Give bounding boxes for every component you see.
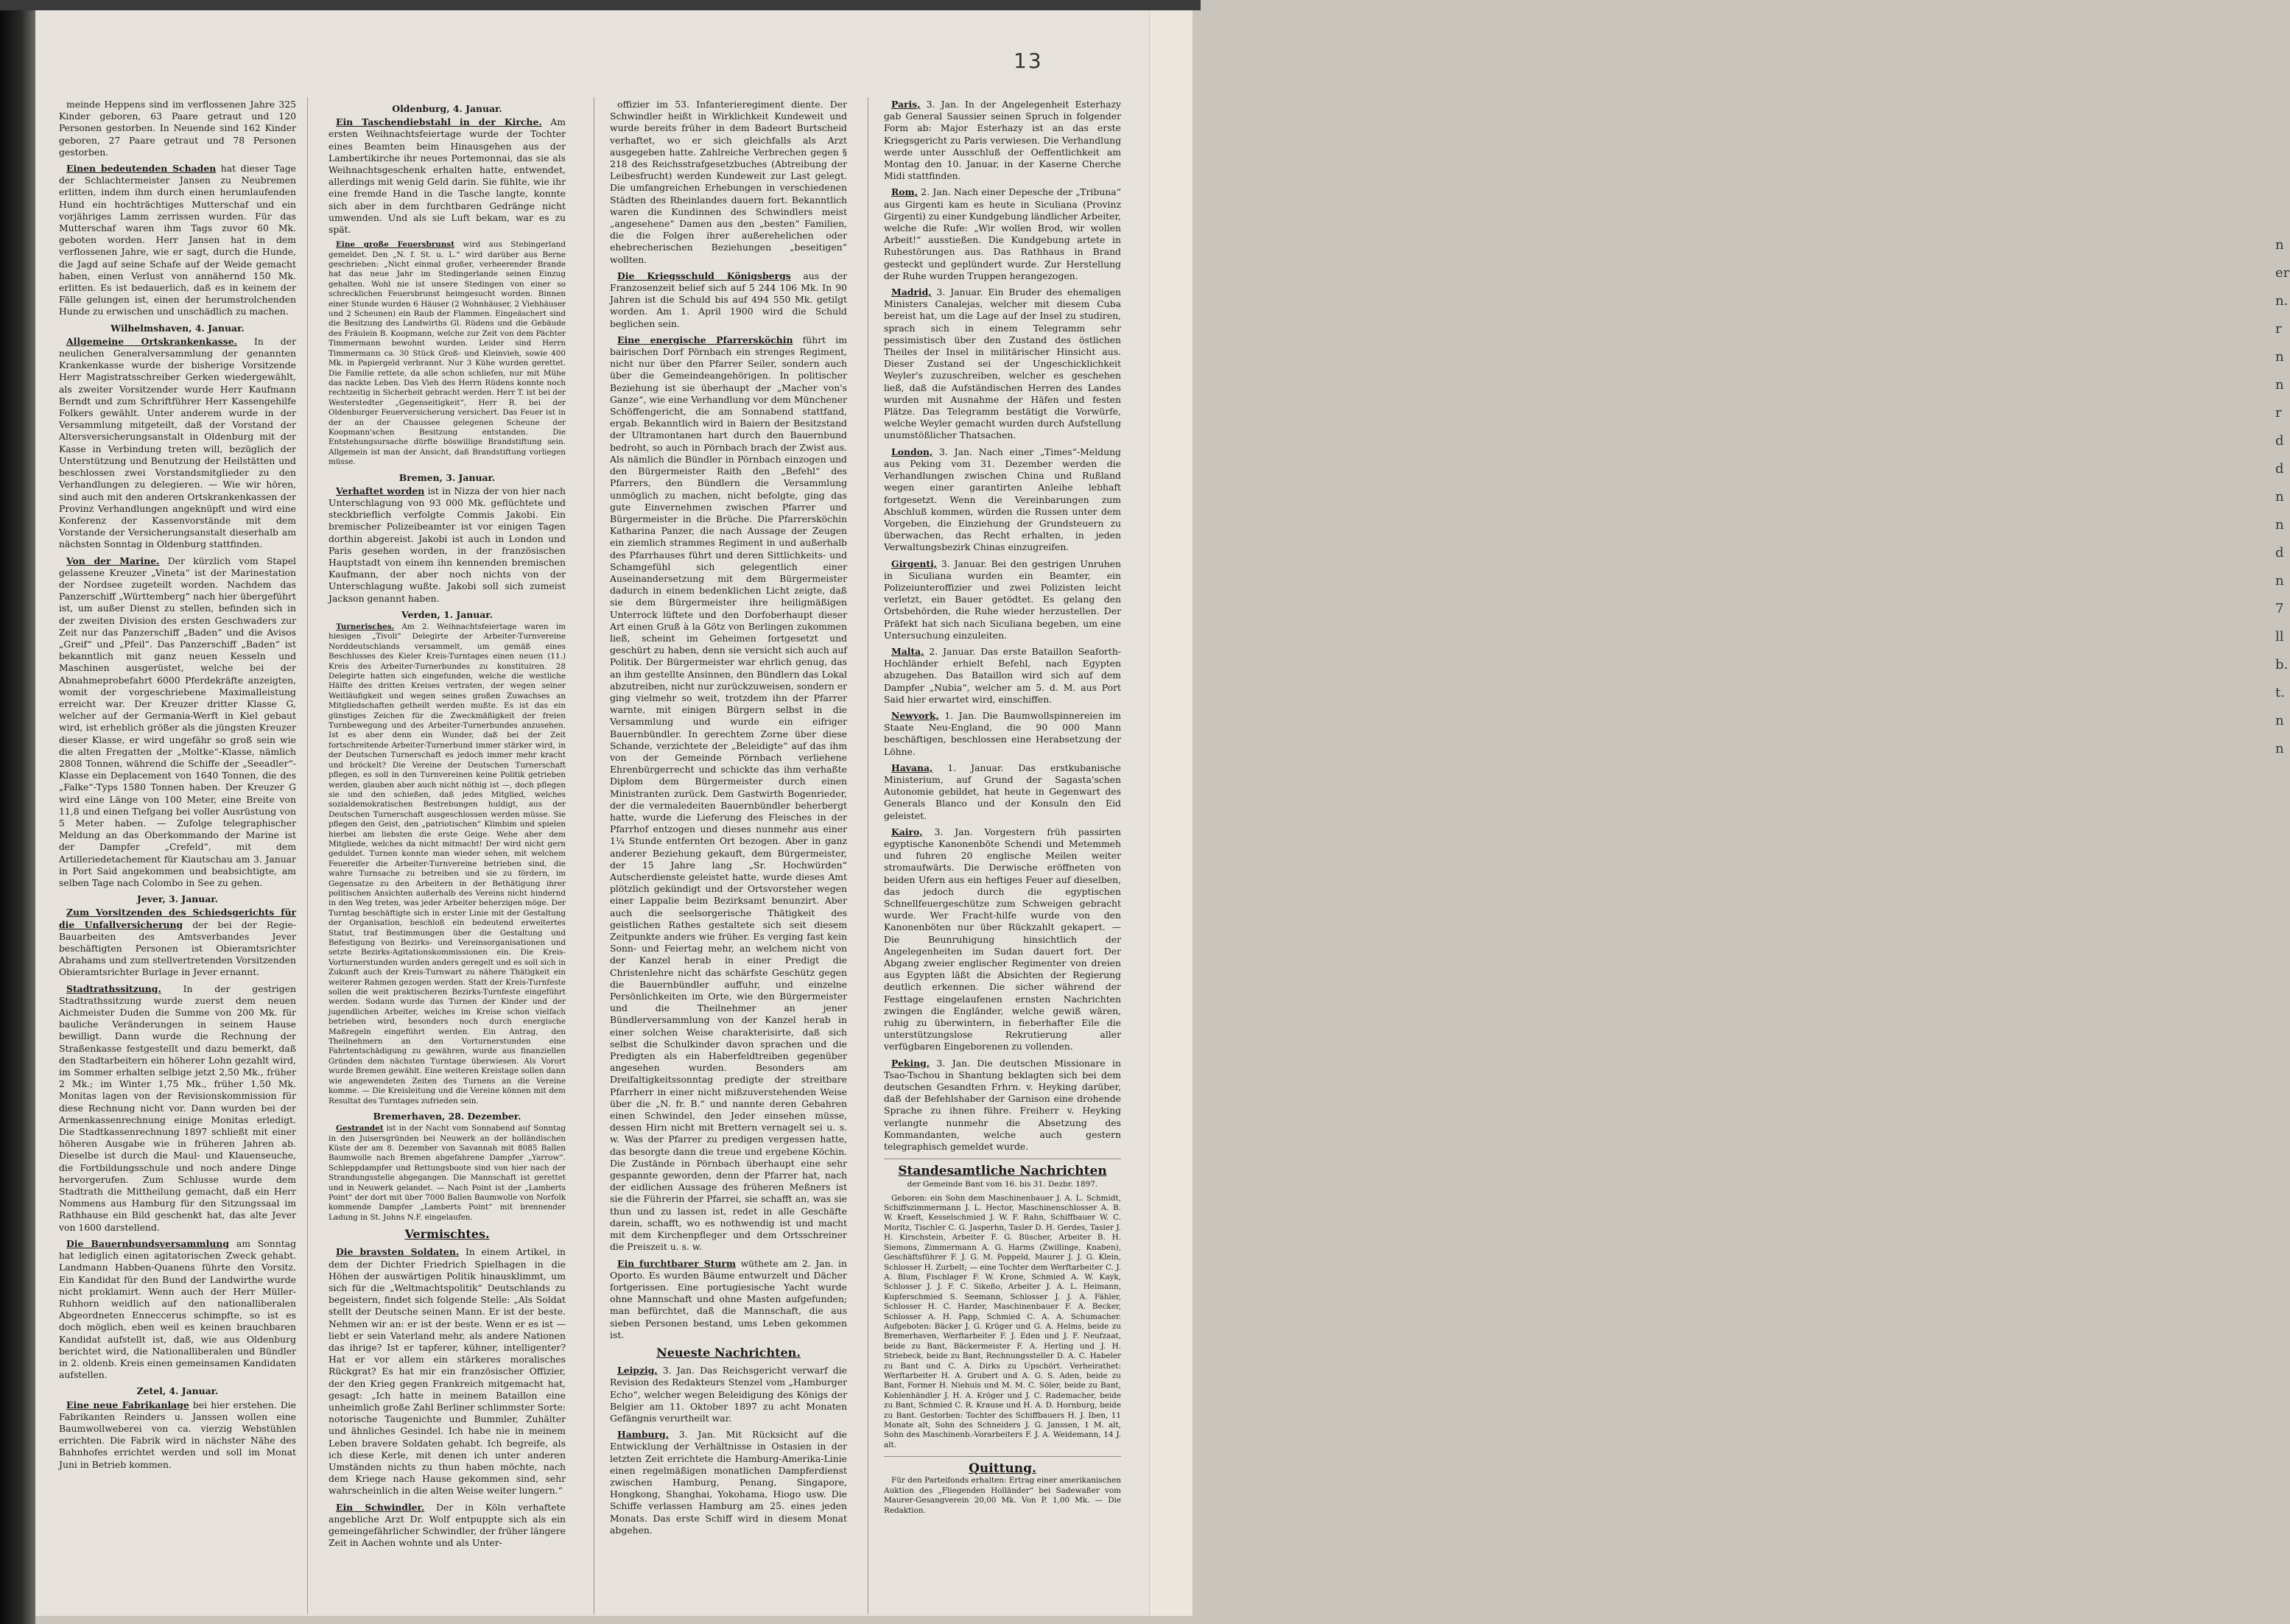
scan-border-left [0, 0, 35, 1624]
article-body: 3. Jan. Nach einer „Times“-Meldung aus Peking vom 31. Dezember werden die Verhandlungen zwischen China und Rußland wegen einer garantirten Anleihe lebhaft fortgesetzt. Wenn die Vereinbarungen zum Abschluß kommen, würden die Russen unter dem Vorgeben, die Einziehung der Grundsteuern zu überwachen, das Recht erhalten, in jeden Verwaltungsbezirk Chinas einzugreifen. [884, 446, 1121, 553]
column-4 [884, 99, 1121, 1616]
article-paragraph [329, 485, 566, 605]
edge-letter: n [2275, 573, 2284, 588]
edge-letter: t. [2275, 685, 2285, 700]
article-headline: Peking, [891, 1057, 930, 1069]
article-paragraph [59, 1238, 296, 1381]
scan-border-top [0, 0, 1201, 10]
article-body: der bei der Regie-Bauarbeiten des Amtsverbandes Jever beschäftigten Personen ist Obieramtsrichter Abrahams und zum stellvertretenden Vorsitzenden Obieramtsrichter Burlage in Jever ernannt. [59, 918, 296, 978]
article-headline: Rom, [891, 186, 918, 198]
edge-letter: n. [2275, 293, 2289, 309]
column-3 [610, 99, 847, 1616]
dateline: Oldenburg, 4. Januar. [392, 103, 502, 114]
article-paragraph [329, 1502, 566, 1550]
article-headline: Die Kriegsschuld Königsbergs [617, 270, 791, 281]
article-body: wird aus Stebingerland gemeldet. Den „N. f. St. u. L.“ wird darüber aus Berne geschrieben: „Nicht einmal großer, verheerender Brande hat das neue Jahr im Stedingerlande seinen Einzug gehalten. Wohl nie ist unsere Stedingen von einer so schrecklichen Feuersbrunst heimgesucht worden. Binnen einer Stunde wurden 6 Häuser (2 Wohnhäuser, 2 Viehhäuser und 2 Scheunen) ein Raub der Flammen. Eingeäschert sind die Besitzung des Landwirths Gl. Rüdens und die Gebäude des Fräulein B. Koopmann, welche zur Zeit von dem Pächter Timmermann bewohnt wurden. Leider sind Herrn Timmermann ca. 30 Stück Groß- und Kleinvieh, sowie 400 Mk. in Papiergeld verbrannt. Nur 3 Kühe wurden gerettet. Die Familie rettete, da alle schon schliefen, nur mit Mühe das nackte Leben. Das Vieh des Herrn Rüdens konnte noch rechtzeitig in Sicherheit gebracht werden. Herr T. ist bei der Westerstedter „Gegenseitigkeit“, Herr R. bei der Oldenburger Feuerversicherung versichert. Das Feuer ist in der an der Chaussee gelegenen Scheune der Koopmann'schen Besitzung entstanden. Die Entstehungsursache dürfte böswillige Brandstiftung sein. Allgemein ist man der Ansicht, daß Brandstiftung vorliegen müsse. [329, 240, 566, 467]
article-body: In der neulichen Generalversammlung der genannten Krankenkasse wurde der bisherige Vorsitzende Herr Magistratsschreiber Gerken wiedergewählt, als zweiter Vorsitzender wurde Herr Kaufmann Berndt und zum Schriftführer Herr Kassengehilfe Folkers gewählt. Unter anderem wurde in der Versammlung mitgeteilt, daß der Vorstand der Altersversicherungsanstalt in Oldenburg mit der Kasse in Verbindung treten will, bezüglich der Unterstützung und Benutzung der Heilstätten und beschlossen zwei Vorstandsmitglieder zu den Verhandlungen zu delegieren. — Wie wir hören, sind auch mit den anderen Ortskrankenkassen der Provinz Verhandlungen angeknüpft und wird eine Konferenz der Kassenvorstände mit dem Vorstande der Versicherungsanstalt dieserhalb am nächsten Sonntag in Oldenburg stattfinden. [59, 335, 296, 550]
article-paragraph [59, 163, 296, 318]
article-body: 3. Januar. Bei den gestrigen Unruhen in Siculiana wurden ein Beamter, ein Polizeiunteroffizier und zwei Polizisten leicht verletzt, ein Bauer getödtet. Es gelang den Ortsbehörden, die Ruhe wieder herzustellen. Der Präfekt hat sich nach Siculiana begeben, um eine Untersuchung einzuleiten. [884, 558, 1121, 641]
article-body: offizier im 53. Infanterieregiment diente. Der Schwindler heißt in Wirklichkeit Kundeweit und wurde bereits früher in dem Badeort Burtscheid verhaftet, wo er sich gleichfalls als Arzt ausgegeben hatte. Zahlreiche Verbrechen gegen § 218 des Reichsstrafgesetzbuches (Abtreibung der Leibesfrucht) werden Kundeweit zur Last gelegt. Die umfangreichen Erhebungen in verschiedenen Städten des Rheinlandes dauern fort. Bekanntlich waren die Kundinnen des Schwindlers meist „angesehene“ Damen aus den „besten“ Familien, die die Folgen ihrer außerehelichen oder ehebrecherischen Beziehungen „beseitigen“ wollten. [610, 99, 847, 265]
newspaper-page [35, 10, 2290, 1616]
article-paragraph [610, 1429, 847, 1536]
article-body: 2. Jan. Nach einer Depesche der „Tribuna“ aus Girgenti kam es heute in Siculiana (Provinz Girgenti) zu einer Kundgebung ländlicher Arbeiter, welche die Rufe: „Wir wollen Brod, wir wollen Arbeit!“ ausstießen. Die Kundgebung artete in Ruhestörungen aus. Das Rathhaus in Brand gesteckt und geplündert wurde. Zur Herstellung der Ruhe wurden Truppen herangezogen. [884, 186, 1121, 281]
edge-letter: d [2275, 545, 2284, 560]
article-body: 1. Jan. Die Baumwollspinnereien im Staate Neu-England, die 90 000 Mann beschäftigen, beschlossen eine Herabsetzung der Löhne. [884, 709, 1121, 757]
article-headline: Verhaftet worden [336, 485, 425, 496]
article-paragraph [884, 186, 1121, 282]
article-paragraph [610, 99, 847, 266]
rule-line [884, 1456, 1121, 1457]
article-body: Der in Köln verhaftete angebliche Arzt Dr. Wolf entpuppte sich als ein gemeingefährlicher Schwindler, der früher längere Zeit in Aachen wohnte und als Unter- [329, 1501, 566, 1549]
article-body: Der kürzlich vom Stapel gelassene Kreuzer „Vineta“ ist der Marinestation der Nordsee zugeteilt worden. Nachdem das Panzerschiff „Württemberg“ nach hier übergeführt ist, um außer Dienst zu stellen, befinden sich in der zweiten Division des ersten Geschwaders zur Zeit nur das Panzerschiff „Baden“ und die Avisos „Greif“ und „Pfeil“. Das Panzerschiff „Baden“ ist bekanntlich mit ganz neuen Kesseln und Maschinen ausgerüstet, welche bei der Abnahmeprobefahrt 6000 Pferdekräfte anzeigten, womit der vorgeschriebene Maximalleistung erreicht war. Der Kreuzer dritter Klasse G, welcher auf der Germania-Werft in Kiel gebaut wird, ist erheblich größer als die jüngsten Kreuzer dieser Klasse, er wird ungefähr so groß sein wie die alten Fregatten der „Moltke“-Klasse, nämlich 2808 Tonnen, während die Schiffe der „Seeadler“-Klasse ein Deplacement von 1640 Tonnen, die des „Falke“-Typs 1580 Tonnen haben. Der Kreuzer G wird eine Länge von 100 Meter, eine Breite von 11,8 und einen Tiefgang bei voller Ausrüstung von 5 Meter haben. — Zufolge telegraphischer Meldung an das Oberkommando der Marine ist der Dampfer „Crefeld“, mit dem Artilleriedetachement für Kiautschau am 3. Januar in Port Said angekommen und beabsichtigte, am selben Tage nach Colombo in See zu gehen. [59, 555, 296, 888]
article-paragraph [329, 622, 566, 1106]
article-paragraph [884, 1058, 1121, 1153]
article-body: 1. Januar. Das erstkubanische Ministerium, auf Grund der Sagasta'schen Autonomie gebildet, hat heute in Gegenwart des Generals Blanco und der Konsuln den Eid geleistet. [884, 762, 1121, 821]
article-body: ist in der Nacht vom Sonnabend auf Sonntag in den Juisersgründen bei Neuwerk an der holländischen Küste der am 8. Dezember von Savannah mit 8085 Ballen Baumwolle nach Bremen abgefahrene Dampfer „Yarrow“. Schleppdampfer und Rettungsboote sind von hier nach der Strandungsstelle abgegangen. Die Mannschaft ist gerettet und in Neuwerk gelandet. — Nach Point ist der „Lamberts Point“ der dort mit über 7000 Ballen Baumwolle von Norfolk kommende Dampfer „Lamberts Point“ mit brennender Ladung in St. Johns N.F. eingelaufen. [329, 1124, 566, 1222]
article-body: meinde Heppens sind im verflossenen Jahre 325 Kinder geboren, 63 Paare getraut und 120 Personen gestorben. In Neuende sind 162 Kinder geboren, 27 Paare getraut und 78 Personen gestorben. [59, 99, 296, 158]
dateline: Verden, 1. Januar. [401, 608, 493, 620]
edge-letter: n [2275, 713, 2284, 728]
article-headline: Ein Taschendiebstahl in der Kirche. [336, 116, 542, 128]
article-body: In der gestrigen Stadtrathssitzung wurde zuerst dem neuen Aichmeister Duden die Summe von 200 Mk. für bauliche Veränderungen in seinem Hause bewilligt. Dann wurde die Rechnung der Straßenkasse festgestellt und dazu bemerkt, daß den Stadtarbeitern ein höherer Lohn gezahlt wird, im Sommer erhalten selbige jetzt 2,50 Mk., früher 2 Mk.; im Winter 1,75 Mk., früher 1,50 Mk. Monitas lagen von der Revisionskommission für diese Rechnung nicht vor. Dann wurden bei der Armenkassenrechnung einige Monitas erledigt. Die Stadtkassenrechnung 1897 schließt mit einer höheren Ausgabe wie in früheren Jahren ab. Dieselbe ist durch die Maul- und Klauenseuche, die Fortbildungsschule und noch andere Dinge hervorgerufen. Zum Schlusse wurde dem Stadtrath die Mittheilung gemacht, daß ein Herr Nommens aus Hamburg für den Sitzungssaal im Rathhause ein Bild geschenkt hat, das alte Jever von 1600 darstellend. [59, 983, 296, 1233]
edge-letter: er [2275, 265, 2290, 281]
article-headline: Stadtrathssitzung. [66, 983, 161, 994]
article-headline: Ein Schwindler. [336, 1501, 425, 1513]
article-headline: Die bravsten Soldaten. [336, 1246, 460, 1258]
dateline: Wilhelmshaven, 4. Januar. [110, 322, 245, 334]
article-paragraph [59, 555, 296, 890]
edge-letter: b. [2275, 657, 2289, 672]
dateline: Zetel, 4. Januar. [136, 1385, 219, 1397]
notice-subtitle: der Gemeinde Bant vom 16. bis 31. Dezbr. 1897. [907, 1180, 1098, 1189]
article-paragraph [329, 1124, 566, 1223]
page-number: 13 [1014, 49, 1043, 73]
article-headline: Girgenti, [891, 558, 938, 569]
article-headline: Von der Marine. [66, 555, 160, 566]
article-paragraph [884, 710, 1121, 758]
dateline: Jever, 3. Januar. [137, 893, 218, 905]
article-body: 3. Jan. In der Angelegenheit Esterhazy gab General Saussier seinen Spruch in folgender Form ab: Major Esterhazy ist an das erste Kriegsgericht zu Paris verwiesen. Die Verhandlung werde unter Ausschluß der Oeffentlichkeit am Montag den 10. Januar, in der Kaserne Cherche Midi stattfinden. [884, 99, 1121, 182]
article-body: bei hier erstehen. Die Fabrikanten Reinders u. Janssen wollen eine Baumwollweberei von ca. vierzig Webstühlen errichten. Die Fabrik wird in nächster Nähe des Bahnhofes errichtet werden und soll im Monat Juni in Betrieb kommen. [59, 1399, 296, 1470]
notice-body: Geboren: ein Sohn dem Maschinenbauer J. A. L. Schmidt, Schiffszimmermann J. L. Hector, Maschinenschlosser A. B. W. Kraeft, Kesselschmied J. W. F. Rahn, Schiffbauer W. C. Moritz, Tischler C. G. Jasperhn, Tasler D. H. Gerdes, Tasler J. H. Kirschstein, Arbeiter F. G. Büscher, Arbeiter B. H. Siemons, Zimmermann A. G. Harms (Zwillinge, Knaben), Geschäftsführer F. J. G. M. Poppeld, Maurer J. J. G. Klein, Schlosser H. Zurbelt; — eine Tochter dem Werftarbeiter C. J. A. Blum, Fischlager F. W. Krone, Schmied A. W. Kayk, Schlosser J. J. F. C. Sikeßo, Arbeiter J. A. L. Heimann, Kupferschmied S. Seemann, Schlosser J. J. A. Fähler, Schlosser H. C. Harder, Maschinenbauer F. A. Becker, Schlosser A. H. Papp, Schmied C. A. A. Schumacher. Aufgeboten: Bäcker J. G. Krüger und G. A. Helms, beide zu Bremerhaven, Werftarbeiter F. J. Eden und J. F. Neufzaat, beide zu Bant, Bäckermeister F. A. Herling und J. H. Striebeck, beide zu Bant, Rechnungssteller D. A. C. Habeler zu Bant und C. A. Dirks zu Upschört. Verheirathet: Werftarbeiter H. A. Grubert und A. G. S. Aden, beide zu Bant, Former H. Niehuis und M. M. C. Söler, beide zu Bant, Kohlenhändler J. H. A. Kröger und J. C. Rademacher, beide zu Bant, Schmied C. R. Krause und H. A. D. Hornburg, beide zu Bant. Gestorben: Tochter des Schiffbauers H. J. Iben, 11 Monate alt, Sohn des Schneiders J. G. Janssen, 1 M. alt, Sohn des Maschinenb.-Vorarbeiters F. J. A. Weidemann, 14 J. alt. [884, 1193, 1121, 1449]
article-paragraph [884, 762, 1121, 822]
article-paragraph [884, 446, 1121, 554]
edge-letter: n [2275, 489, 2284, 505]
article-headline: Paris, [891, 99, 921, 110]
dateline: Bremen, 3. Januar. [398, 471, 496, 483]
article-headline: Einen bedeutenden Schaden [66, 163, 217, 175]
article-body: Am 2. Weihnachtsfeiertage waren im hiesigen „Tivoli“ Delegirte der Arbeiter-Turnvereine Norddeutschlands versammelt, um gemäß eines Beschlusses des Kieler Kreis-Turntages einen neuen (11.) Kreis des Arbeiter-Turnerbundes zu konstituiren. 28 Delegirte hatten sich eingefunden, welche die westliche Hälfte des dritten Kreises vertraten, der wegen seiner Weitläufigkeit und wegen seines großen Zuwachses an Mitgliedschaften getheilt werden mußte. Es ist das ein günstiges Zeichen für die Zweckmäßigkeit der freien Turnbewegung und des Arbeiter-Turnerbundes anzusehen. Ist es aber denn ein Wunder, daß bei der Zeit fortschreitende Arbeiter-Turnerbund immer stärker wird, in der Deutschen Turnerschaft es jedoch immer mehr kracht und bröckelt? Die Vereine der Deutschen Turnerschaft pflegen, es soll in den Turnvereinen keine Politik getrieben werden, glauben aber auch nicht nöthig ist —, doch pflegen sie und den schießen, daß jedes Mitglied, welches sozialdemokratischen Bestrebungen huldigt, aus der Deutschen Turnerschaft ausgeschlossen werden müsse. Sie pflegen den Geist, den „patriotischen“ Klimbim und spielen hierbei am liebsten die erste Geige. Wehe aber dem Mitgliede, welches da nicht mitmacht! Der wird nicht gern geduldet. Turnen konnte man wieder sehen, mit welchem Feuereifer die Arbeiter-Turnvereine betrieben sind, die wahre Turnsache zu betreiben und sie zu fördern, im Gegensatze zu den Arbeitern in der Bethätigung ihrer politischen Ansichten außerhalb des Vereins nicht hindernd in den Weg treten, was jeder Arbeiter beherzigen möge. Der Turntag beschäftigte sich in erster Linie mit der Gestaltung der Organisation, beschloß ein bedeutend erweitertes Statut, traf Bestimmungen über die Gestaltung und Befestigung von Bezirks- und Vereinsorganisationen und setzte Bezirks-Agitationskommissionen ein. Die Kreis-Vorturnerstunden wurden anders geregelt und es soll sich in Zukunft auch der Kreis-Turnwart zu nähere Thätigkeit ein weiterer Rahmen gezogen werden. Statt der Kreis-Turnfeste sollen die weit praktischeren Bezirks-Turnfeste eingeführt werden. Sodann wurde das Turnen der Kinder und der jugendlichen Arbeiter, welches im Kreise schon vielfach betrieben wird, besonders noch durch energische Maßregeln eingeführt werden. Ein Antrag, den Theilnehmern an den Vorturnerstunden eine Fahrtentschädigung zu gewähren, wurde aus finanziellen Gründen dem nächsten Turntage überwiesen. Als Vorort wurde Bremen gewählt. Eine weiteren Kreistage sollen dann wie angewendeten Zeiten des Turnens an die Vereine komme. — Die Kreisleitung und die Vereine können mit dem Resultat des Turntages zufrieden sein. [329, 622, 566, 1105]
article-body: In einem Artikel, in dem der Dichter Friedrich Spielhagen in die Höhen der auswärtigen Politik hinausklimmt, um sich für die „Weltmachtspolitik“ Deutschlands zu begeistern, findet sich folgende Stelle: „Als Soldat stellt der Deutsche seinen Mann. Er ist der beste. Nehmen wir an: er ist der beste. Wenn er es ist — liebt er sein Vaterland mehr, als andere Nationen das ihrige? Ist er tapferer, kühner, intelligenter? Hat er vor allem ein stärkeres moralisches Rückgrat? Es hat mir ein französischer Offizier, der den Krieg gegen Frankreich mitgemacht hat, gesagt: „Ich hatte in meinem Bataillon eine unheimlich große Zahl Berliner schlimmster Sorte: notorische Taugenichte und Bummler, Zuhälter und ähnliches Gesindel. Ich habe nie in meinem Leben bravere Soldaten gehabt. Ich begreife, als ich diese Kerle, mit denen ich unter anderen Umständen nichts zu thun haben möchte, nach dem Kriege nach Hause gekommen sind, sehr wahrscheinlich in die alten Weise weiter lungern.“ [329, 1246, 566, 1497]
notice-title: Quittung. [969, 1461, 1036, 1477]
article-headline: Newyork, [891, 709, 939, 721]
dateline: Bremerhaven, 28. Dezember. [373, 1110, 521, 1122]
article-headline: Ein furchtbarer Sturm [617, 1257, 737, 1269]
article-body: führt im bairischen Dorf Pörnbach ein strenges Regiment, nicht nur über den Pfarrer Seiler, sondern auch über die Gemeindeangehörigen. In politischer Beziehung ist sie überhaupt der „Macher von's Ganze“, wie eine Verhandlung vor dem Münchener Schöffengericht, die am Sonnabend stattfand, ergab. Bekanntlich wird in Baiern der Besitzstand der Ultramontanen hart durch den Bauernbund bedroht, so auch in Pörnbach brach der Zwist aus. Als nämlich die Bündler in Pörnbach einzogen und den Bürgermeister Raith den „Befehl“ des Pfarrers, den Bündlern die Versammlung unmöglich zu machen, nicht befolgte, ging das gute Einvernehmen zwischen Pfarrer und Bürgermeister in die Brüche. Die Pfarrersköchin Katharina Panzer, die nach Aussage der Zeugen ein ziemlich strammes Regiment in und außerhalb des Pfarrhauses führt und deren Sittlichkeits- und Schamgefühl sich gelegentlich einer Auseinandersetzung mit dem Bürgermeister dadurch in einem bedenklichen Licht zeigte, daß sie dem Bürgermeister ihre heiligmäßigen Unterrock lüftete und den Dorfoberhaupt dieser Art einen Gruß à la Götz von Berlingen zukommen ließ, scheint im Geheimen fortgesetzt und geschürt zu haben, denn sie versicht sich auch auf Politik. Der Bürgermeister war ehrlich genug, das an ihm gestellte Ansinnen, den Bündlern das Lokal abzutreiben, nicht nur zurückzuweisen, sondern er ging vielmehr so weit, trotzdem ihn der Pfarrer warnte, mit einigen Bürgern selbst in die Versammlung und wurde ein eifriger Bauernbündler. In gerechtem Zorne über diese Schande, verzichtete der „Beleidigte“ auf das ihm von der Gemeinde Pörnbach verliehene Ehrenbürgerrecht und schickte das ihm verhaßte Diplom dem Bürgermeister durch einen Ministranten zurück. Dem Gastwirth Bogenrieder, der die vermaledeiten Bauernbündler beherbergt hatte, wurde die Lieferung des Fleisches in der Pfarrhof entzogen und dieses nunmehr aus einer 1¼ Stunde entfernten Ort bezogen. Aber in ganz anderer Beziehung gekauft, dem Bürgermeister, der 15 Jahre lang „Sr. Hochwürden“ Autscherdienste geleistet hatte, wurde dieses Amt plötzlich gekündigt und der Ortsvorsteher wegen einer Lappalie beim Bezirksamt benunzirt. Aber auch die seelsorgerische Thätigkeit des geistlichen Rathes gestaltete sich seit diesem Zeitpunkte anders wie früher. Es verging fast kein Sonn- und Feiertag mehr, an welchem nicht von der Kanzel herab in einer Predigt die Christenlehre nicht das schärfste Geschütz gegen die Bauernbündler auffuhr, und einzelne Persönlichkeiten im Orte, wie den Bürgermeister und die Theilnehmer an jener Bündlerversammlung von der Kanzel herab in einer solchen Weise charakterisirte, daß sich selbst die Schulkinder davon sprachen und die Predigten als ein Haberfeldtreiben gegenüber angesehen wurden. Besonders am Dreifaltigkeitssonntag predigte der streitbare Pfarrherr in einer nicht mißzuverstehenden Weise über die „N. fr. B.“ und nannte deren Gebahren einen Schwindel, den Jeder einsehen müsse, dessen Hirn nicht mit Brettern vernagelt sei u. s. w. Was der Pfarrer zu predigen vergessen hatte, das besorgte dann die treue und ergebene Köchin. Die Zustände in Pörnbach überhaupt eine sehr gespannte geworden, denn der Pfarrer hat, nach der eidlichen Aussage des früheren Meßners ist sie die Führerin der Pfarrei, sie schafft an, was sie thun und zu lassen ist, redet in alle Geschäfte darein, schafft, wo es nothwendig ist und macht mit dem Kirchenpfleger und dem Ortsschreiner die Preiszeit u. s. w. [610, 334, 847, 1253]
article-headline: London, [891, 446, 933, 457]
edge-letter: r [2275, 321, 2282, 337]
article-paragraph [884, 558, 1121, 641]
article-paragraph [59, 907, 296, 978]
edge-letter: r [2275, 405, 2282, 421]
article-paragraph [884, 287, 1121, 442]
article-paragraph [329, 1246, 566, 1497]
article-headline: Malta, [891, 645, 924, 657]
article-headline: Gestrandet [336, 1124, 384, 1133]
article-body: am Sonntag hat lediglich einen agitatorischen Zweck gehabt. Landmann Habben-Quanens führte den Vorsitz. Ein Kandidat für den Bund der Landwirthe wurde nicht proklamirt. Wenn auch der Herr Müller-Ruhhorn weidlich auf den nationalliberalen Abgeordneten Enneccerus schimpfte, so ist es doch möglich, eben weil es keinen brauchbaren Kandidat aufstellt ist, daß, wie aus Oldenburg berichtet wird, die Nationalliberalen und Bündler in 2. oldenb. Kreis einen gemeinsamen Kandidaten aufstellen. [59, 1237, 296, 1381]
facing-page-edge [1149, 10, 2290, 1616]
article-paragraph [610, 1365, 847, 1424]
article-paragraph [610, 270, 847, 330]
article-headline: Turnerisches. [336, 622, 395, 632]
article-paragraph [329, 240, 566, 467]
section-heading: Neueste Nachrichten. [656, 1345, 801, 1360]
article-headline: Kairo, [891, 826, 923, 837]
notice-body: Für den Parteifonds erhalten: Ertrag einer amerikanischen Auktion des „Fliegenden Holländer“ bei Sadewaßer vom Maurer-Gesangverein 20,00 Mk. Von P. 1,00 Mk. — Die Redaktion. [884, 1476, 1121, 1515]
article-body: 3. Jan. Mit Rücksicht auf die Entwicklung der Verhältnisse in Ostasien in der letzten Zeit errichtete die Hamburg-Amerika-Linie einen regelmäßigen monatlichen Dampferdienst zwischen Hamburg, Penang, Singapore, Hongkong, Shanghai, Yokohama, Hiogo usw. Die Schiffe verlassen Hamburg am 25. eines jeden Monats. Das erste Schiff wird in diesem Monat abgehen. [610, 1429, 847, 1536]
article-paragraph [610, 334, 847, 1254]
edge-letter: n [2275, 377, 2284, 393]
article-body: aus der Franzosenzeit belief sich auf 5 244 106 Mk. In 90 Jahren ist die Schuld bis auf 494 550 Mk. getilgt worden. Am 1. April 1900 wird die Schuld beglichen sein. [610, 270, 847, 329]
edge-letter: ll [2275, 629, 2284, 644]
notice-title: Standesamtliche Nachrichten [898, 1164, 1107, 1179]
article-paragraph [884, 646, 1121, 706]
edge-letter: d [2275, 433, 2284, 449]
edge-letter: 7 [2275, 601, 2284, 616]
article-headline: Havana, [891, 762, 933, 773]
column-2 [329, 99, 566, 1616]
article-headline: Zum Vorsitzenden des Schiedsgerichts für die Unfallversicherung [59, 907, 296, 930]
article-headline: Leipzig, [617, 1365, 658, 1377]
article-body: 2. Januar. Das erste Bataillon Seaforth-Hochländer erhielt Befehl, nach Egypten abzugehen. Das Bataillon wird sich auf dem Dampfer „Nubia“, welcher am 5. d. M. aus Port Said hier erwartet wird, einschiffen. [884, 645, 1121, 705]
article-headline: Allgemeine Ortskrankenkasse. [66, 335, 237, 347]
article-headline: Madrid, [891, 287, 932, 298]
column-1 [59, 99, 296, 1616]
article-headline: Eine große Feuersbrunst [336, 240, 455, 250]
article-body: hat dieser Tage der Schlachtermeister Jansen zu Neubremen erlitten, indem ihm durch einen herumlaufenden Hund ein hochträchtiges Mutterschaf und ein vorjähriges Lamm zerrissen wurden. Für das Mutterschaf waren ihm Tags zuvor 60 Mk. geboten worden. Herr Jansen hat in dem verflossenen Jahre, wie er sagt, durch die Hunde, die Jagd auf seine Schafe auf der Weide gemacht haben, einen Verlust von annähernd 150 Mk. erlitten. Es ist bedauerlich, daß es in keinem der Fälle gelungen ist, einen der herumstrolchenden Hunde zu erwischen und unschädlich zu machen. [59, 163, 296, 317]
article-body: Am ersten Weihnachtsfeiertage wurde der Tochter eines Beamten beim Hinausgehen aus der Lambertikirche ihr neues Portemonnai, das sie als Weihnachtsgeschenk erhalten hatte, entwendet, allerdings mit wenig Geld darin. Sie fühlte, wie ihr eine fremde Hand in die Tasche langte, konnte sich aber in dem furchtbaren Gedränge nicht umwenden. Und als sie Luft bekam, war es zu spät. [329, 116, 566, 236]
edge-letter: n [2275, 349, 2284, 365]
article-paragraph [59, 336, 296, 551]
article-body: ist in Nizza der von hier nach Unterschlagung von 93 000 Mk. geflüchtete und steckbrieflich verfolgte Commis Jakobi. Ein bremischer Polizeibeamter ist vor einigen Tagen dorthin abgereist. Jakobi ist auch in London und Paris gesehen worden, in der französischen Hauptstadt von einem ihn kennenden bremischen Kaufmann, der aber noch nichts von der Unterschlagung wußte. Jakobi soll sich zumeist Jackson genannt haben. [329, 485, 566, 604]
article-paragraph [59, 99, 296, 158]
article-headline: Die Bauernbundsversammlung [66, 1237, 230, 1249]
article-paragraph [884, 99, 1121, 182]
article-paragraph [59, 983, 296, 1234]
article-paragraph [59, 1399, 296, 1471]
article-body: wüthete am 2. Jan. in Oporto. Es wurden Bäume entwurzelt und Dächer fortgerissen. Eine portugiesische Yacht wurde ohne Mannschaft und ohne Masten aufgefunden; man befürchtet, daß die Mannschaft, die aus sieben Personen bestand, ums Leben gekommen ist. [610, 1257, 847, 1340]
article-headline: Eine energische Pfarrersköchin [617, 334, 793, 345]
edge-letter: d [2275, 461, 2284, 477]
article-paragraph [610, 1258, 847, 1341]
facing-page-letters [2275, 231, 2290, 763]
article-body: 3. Jan. Vorgestern früh passirten egyptische Kanonenböte Schendi und Metemmeh und fuhren 20 englische Meilen weiter stromaufwärts. Die Derwische eröffneten von beiden Ufern aus ein heftiges Feuer auf dieselben, das jedoch durch die egyptischen Schnellfeuergeschütze zum Schweigen gebracht wurde. Wer Fracht-hilfe wurde von den Kanonenböten nur über Rückzahlt gekapert. — Die Beunruhigung hinsichtlich der Angelegenheiten im Sudan dauert fort. Der Abgang zweier englischer Regimenter von dreien aus Egypten läßt die Absichten der Regierung deutlich erkennen. Die sicher während der Festtage eingelaufenen ernsten Nachrichten zwingen die Engländer, welche gewiß wären, ruhig zu überwintern, in fieberhafter Eile die unterstützungslose Rekrutierung aller verfügbaren Eingeborenen zu vollenden. [884, 826, 1121, 1052]
article-headline: Hamburg, [617, 1429, 670, 1441]
article-body: 3. Jan. Die deutschen Missionare in Tsao-Tschou in Shantung beklagten sich bei dem deutschen Gesandten Frhrn. v. Heyking darüber, daß der Befehlshaber der Garnison eine drohende Sprache zu ihnen führe. Freiherr v. Heyking verlangte nunmehr die Absetzung des Kommandanten, welche auch gestern telegraphisch gemeldet wurde. [884, 1057, 1121, 1153]
edge-letter: n [2275, 517, 2284, 532]
article-paragraph [329, 116, 566, 236]
column-rule [307, 97, 308, 1614]
article-body: 3. Jan. Das Reichsgericht verwarf die Revision des Redakteurs Stenzel vom „Hamburger Echo“, welcher wegen Beleidigung des Königs der Belgier am 11. Oktober 1897 zu acht Monaten Gefängnis verurtheilt war. [610, 1365, 847, 1424]
edge-letter: n [2275, 237, 2284, 253]
article-paragraph [884, 826, 1121, 1053]
article-headline: Eine neue Fabrikanlage [66, 1399, 189, 1410]
section-heading: Vermischtes. [404, 1227, 490, 1242]
article-body: 3. Januar. Ein Bruder des ehemaligen Ministers Canalejas, welcher mit diesem Cuba bereist hat, um die Lage auf der Insel zu studiren, sprach sich in einem Telegramm sehr pessimistisch über den Zustand des östlichen Theiles der Insel in militärischer Hinsicht aus. Dieser Zustand sei der Ungeschicklichkeit Weyler's zuzuschreiben, welcher es geschehen ließ, daß die Aufständischen Herren des Landes wurden mit Ausnahme der Häfen und festen Plätze. Das Telegramm bestätigt die Vorwürfe, welche Weyler gemacht wurden durch Aufstellung unumstößlicher Thatsachen. [884, 287, 1121, 441]
edge-letter: n [2275, 741, 2284, 756]
